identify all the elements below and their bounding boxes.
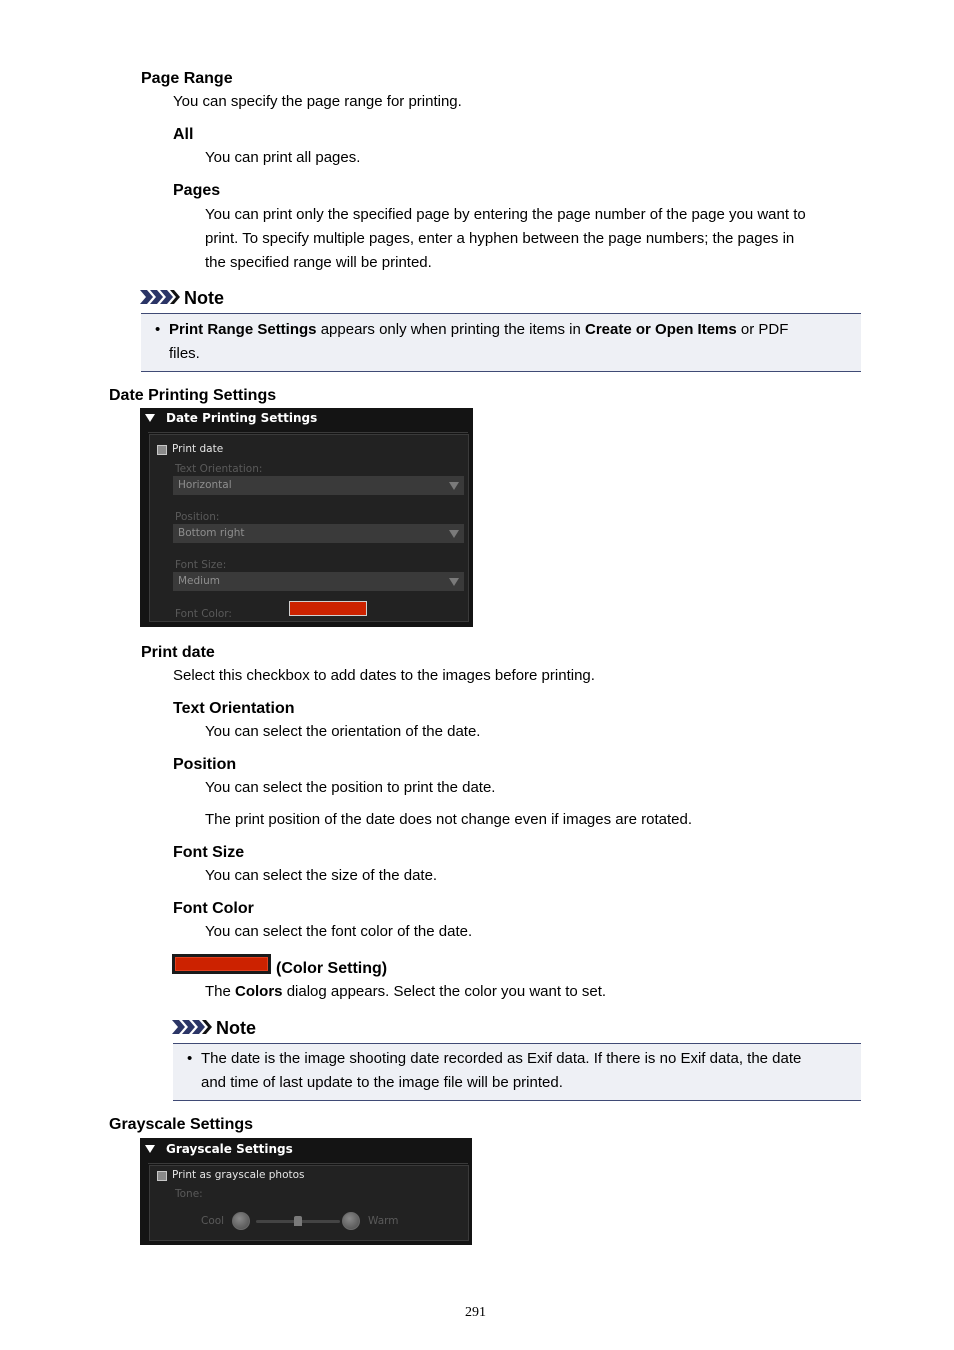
font-color-text: You can select the font color of the date. <box>205 923 473 940</box>
colors-dialog-text: The Colors dialog appears. Select the color you want to set. <box>205 983 607 1000</box>
warm-label: Warm <box>368 1215 399 1227</box>
text-orientation-dropdown[interactable] <box>173 476 464 495</box>
all-heading: All <box>173 126 194 143</box>
note-title: Note <box>184 288 224 308</box>
cool-tone-icon[interactable] <box>232 1212 250 1230</box>
panel-inner <box>149 1165 469 1241</box>
text-orientation-value: Horizontal <box>178 479 232 491</box>
position-label: Position: <box>175 511 220 523</box>
panel-divider <box>148 1163 468 1164</box>
panel-title: Grayscale Settings <box>166 1142 293 1156</box>
font-color-heading: Font Color <box>173 900 254 917</box>
position-text-2: The print position of the date does not change even if images are rotated. <box>205 811 692 828</box>
pages-text-line-3: the specified range will be printed. <box>205 254 432 271</box>
note-text-line-2: and time of last update to the image file will be printed. <box>201 1074 563 1091</box>
font-color-label: Font Color: <box>175 608 232 620</box>
text-orientation-heading: Text Orientation <box>173 700 295 717</box>
note-text-line-1: The date is the image shooting date recorded as Exif data. If there is no Exif data, the date <box>201 1050 802 1067</box>
tone-slider-thumb[interactable] <box>294 1216 302 1226</box>
grayscale-heading: Grayscale Settings <box>109 1116 254 1133</box>
note-bullet: • <box>187 1050 193 1067</box>
position-heading: Position <box>173 756 237 773</box>
font-color-swatch-button[interactable] <box>289 601 367 616</box>
pages-heading: Pages <box>173 182 221 199</box>
grayscale-checkbox-label: Print as grayscale photos <box>172 1169 305 1181</box>
all-text: You can print all pages. <box>205 149 361 166</box>
note-bullet: • <box>155 321 161 338</box>
font-size-dropdown[interactable] <box>173 572 464 591</box>
page-range-description: You can specify the page range for printing. <box>173 93 462 110</box>
chevron-down-icon <box>449 578 459 586</box>
font-size-value: Medium <box>178 575 220 587</box>
print-date-text: Select this checkbox to add dates to the images before printing. <box>173 667 595 684</box>
pages-text-line-1: You can print only the specified page by entering the page number of the page you want to <box>205 206 806 223</box>
print-date-checkbox[interactable] <box>157 445 167 455</box>
print-date-label: Print date <box>172 443 224 455</box>
collapse-triangle-icon[interactable] <box>145 1145 155 1153</box>
date-printing-panel <box>140 408 473 627</box>
grayscale-panel <box>140 1138 472 1245</box>
note-title: Note <box>216 1018 256 1038</box>
page-range-heading: Page Range <box>141 70 233 87</box>
note-icon <box>172 1019 212 1035</box>
chevron-down-icon <box>449 482 459 490</box>
print-date-heading: Print date <box>141 644 215 661</box>
color-swatch-fill <box>175 957 268 971</box>
color-setting-swatch[interactable] <box>172 954 271 974</box>
warm-tone-icon[interactable] <box>342 1212 360 1230</box>
note-icon <box>140 289 180 305</box>
font-size-heading: Font Size <box>173 844 245 861</box>
panel-inner <box>149 434 469 622</box>
pages-text-line-2: print. To specify multiple pages, enter a hyphen between the page numbers; the pages in <box>205 230 795 247</box>
font-size-text: You can select the size of the date. <box>205 867 438 884</box>
text-orientation-label: Text Orientation: <box>175 463 263 475</box>
note-text-line-2: files. <box>169 345 200 362</box>
tone-label: Tone: <box>175 1188 203 1200</box>
position-text-1: You can select the position to print the date. <box>205 779 496 796</box>
note-text-line-1: Print Range Settings appears only when printing the items in Create or Open Items or PDF <box>169 321 789 338</box>
grayscale-checkbox[interactable] <box>157 1171 167 1181</box>
note-box <box>173 1043 861 1101</box>
panel-divider <box>148 432 468 433</box>
note-box <box>141 313 861 372</box>
text-orientation-text: You can select the orientation of the date. <box>205 723 481 740</box>
cool-label: Cool <box>201 1215 225 1227</box>
date-printing-heading: Date Printing Settings <box>109 387 277 404</box>
position-value: Bottom right <box>178 527 245 539</box>
panel-title: Date Printing Settings <box>166 411 318 425</box>
position-dropdown[interactable] <box>173 524 464 543</box>
page-number: 291 <box>465 1305 486 1320</box>
chevron-down-icon <box>449 530 459 538</box>
font-size-label: Font Size: <box>175 559 227 571</box>
collapse-triangle-icon[interactable] <box>145 414 155 422</box>
color-setting-label: (Color Setting) <box>276 960 388 977</box>
